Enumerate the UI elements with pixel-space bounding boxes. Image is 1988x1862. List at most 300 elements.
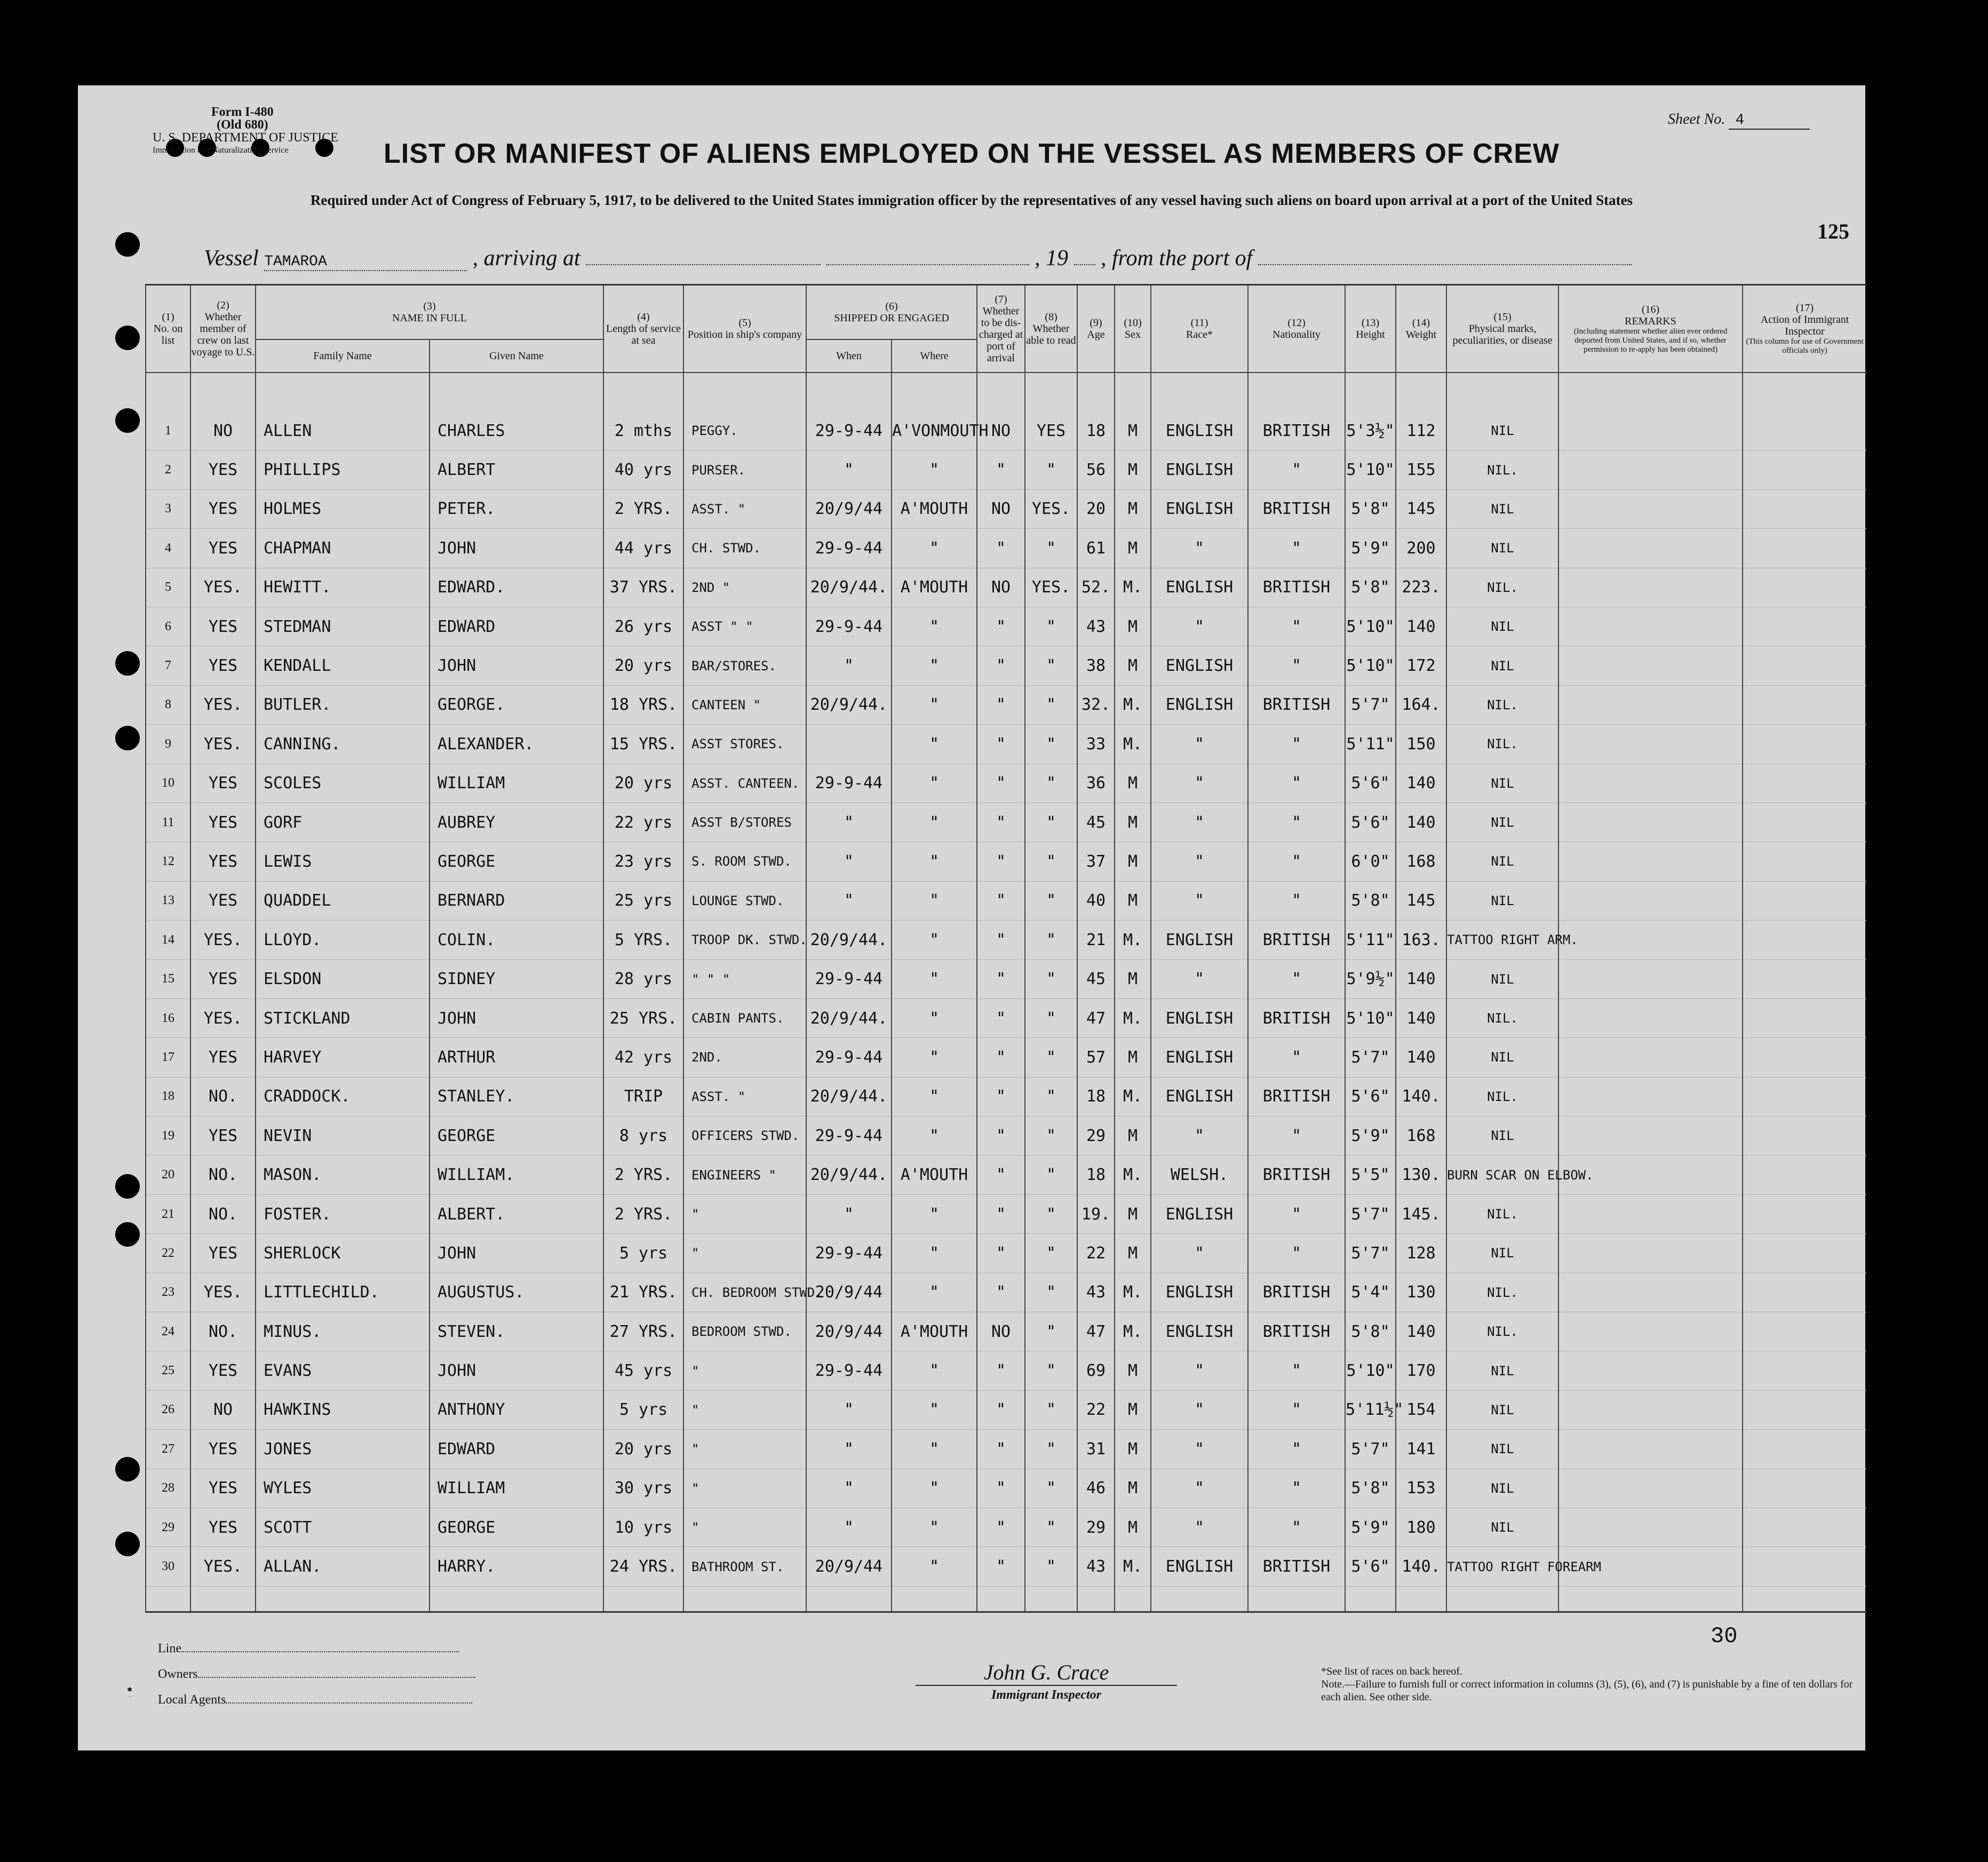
row-family-name: LEWIS: [256, 842, 430, 881]
crew-row: [146, 685, 1866, 724]
punch-hole: [115, 1222, 140, 1247]
row-sex: M: [1115, 842, 1151, 881]
col-remarks: (16) REMARKS (Including statement whether alien ever ordered deported from United States, and if so, whether permission to re-apply has been obtained): [1558, 285, 1743, 373]
row-discharged: ": [977, 803, 1025, 842]
row-height: 5'4": [1345, 1273, 1396, 1312]
row-sex: M: [1115, 764, 1151, 803]
crew-row: [146, 881, 1866, 920]
row-weight: 130: [1396, 1273, 1446, 1312]
row-where: ": [892, 921, 977, 960]
row-nationality: ": [1248, 842, 1345, 881]
col-action: (17) Action of Immigrant Inspector (This column for use of Government officials only): [1743, 285, 1866, 373]
row-action: [1743, 1038, 1866, 1077]
row-prev-voyage: YES.: [190, 1547, 256, 1586]
row-height: 5'9½": [1345, 960, 1396, 999]
row-physical-marks: NIL: [1446, 1351, 1558, 1390]
row-height: 5'5": [1345, 1155, 1396, 1194]
row-nationality: ": [1248, 1194, 1345, 1233]
row-race: ": [1151, 881, 1248, 920]
row-action: [1743, 1077, 1866, 1116]
row-family-name: HARVEY: [256, 1038, 430, 1077]
row-discharged: ": [977, 1469, 1025, 1508]
row-position: ASST. ": [683, 1077, 806, 1116]
owners-field: Owners: [158, 1661, 475, 1687]
row-number: 18: [146, 1077, 190, 1116]
row-physical-marks: TATTOO RIGHT ARM.: [1446, 921, 1558, 960]
row-family-name: STEDMAN: [256, 607, 430, 646]
row-height: 6'0": [1345, 842, 1396, 881]
row-weight: 140: [1396, 607, 1446, 646]
row-discharged: ": [977, 1194, 1025, 1233]
row-given-name: JOHN: [430, 529, 603, 568]
row-where: A'MOUTH: [892, 1312, 977, 1351]
row-discharged: ": [977, 1038, 1025, 1077]
row-prev-voyage: YES.: [190, 921, 256, 960]
row-where: ": [892, 1351, 977, 1390]
row-prev-voyage: NO.: [190, 1194, 256, 1233]
row-weight: 200: [1396, 529, 1446, 568]
crew-row: [146, 1077, 1866, 1116]
crew-row: [146, 921, 1866, 960]
row-remarks: [1558, 646, 1743, 685]
row-read: ": [1025, 1273, 1077, 1312]
row-number: 23: [146, 1273, 190, 1312]
row-family-name: GORF: [256, 803, 430, 842]
row-weight: 140: [1396, 764, 1446, 803]
col-where: Where: [892, 339, 977, 373]
row-prev-voyage: YES: [190, 881, 256, 920]
row-race: ENGLISH: [1151, 921, 1248, 960]
row-weight: 140: [1396, 999, 1446, 1037]
row-given-name: HARRY.: [430, 1547, 603, 1586]
crew-row: [146, 1038, 1866, 1077]
row-family-name: NEVIN: [256, 1116, 430, 1155]
row-discharged: ": [977, 1273, 1025, 1312]
punch-hole: [115, 408, 140, 433]
row-race: ": [1151, 1390, 1248, 1429]
row-where: ": [892, 1547, 977, 1586]
row-read: ": [1025, 1469, 1077, 1508]
row-height: 5'8": [1345, 881, 1396, 920]
row-read: ": [1025, 646, 1077, 685]
row-weight: 163.: [1396, 921, 1446, 960]
row-position: ": [683, 1194, 806, 1233]
row-read: ": [1025, 960, 1077, 999]
row-action: [1743, 1116, 1866, 1155]
row-number: 15: [146, 960, 190, 999]
row-family-name: WYLES: [256, 1469, 430, 1508]
row-where: ": [892, 1234, 977, 1273]
row-read: YES: [1025, 411, 1077, 450]
row-age: 22: [1077, 1390, 1115, 1429]
row-weight: 140.: [1396, 1077, 1446, 1116]
row-race: ENGLISH: [1151, 568, 1248, 607]
row-height: 5'6": [1345, 803, 1396, 842]
row-action: [1743, 1351, 1866, 1390]
row-discharged: ": [977, 1390, 1025, 1429]
row-read: ": [1025, 1116, 1077, 1155]
row-height: 5'9": [1345, 529, 1396, 568]
row-action: [1743, 921, 1866, 960]
row-age: 18: [1077, 1155, 1115, 1194]
row-physical-marks: NIL: [1446, 607, 1558, 646]
row-prev-voyage: YES: [190, 646, 256, 685]
row-given-name: CHARLES: [430, 411, 603, 450]
row-where: ": [892, 1116, 977, 1155]
row-weight: 140.: [1396, 1547, 1446, 1586]
crew-row: [146, 1547, 1866, 1586]
printer-mark: ✱ ·: [127, 1686, 133, 1700]
row-prev-voyage: NO: [190, 1390, 256, 1429]
row-weight: 153: [1396, 1469, 1446, 1508]
row-length-service: 15 YRS.: [603, 725, 683, 764]
row-position: ASST. CANTEEN.: [683, 764, 806, 803]
row-given-name: GEORGE: [430, 842, 603, 881]
col-discharged: (7) Whether to be dis-charged at port of arrival: [977, 285, 1025, 373]
col-race: (11) Race*: [1151, 285, 1248, 373]
row-age: 18: [1077, 411, 1115, 450]
row-race: ENGLISH: [1151, 489, 1248, 528]
row-when: ": [806, 803, 892, 842]
row-discharged: ": [977, 450, 1025, 489]
row-action: [1743, 803, 1866, 842]
row-number: 27: [146, 1430, 190, 1469]
row-discharged: ": [977, 764, 1025, 803]
row-physical-marks: NIL: [1446, 764, 1558, 803]
row-length-service: TRIP: [603, 1077, 683, 1116]
row-race: ": [1151, 1351, 1248, 1390]
row-position: CH. BEDROOM STWD.: [683, 1273, 806, 1312]
row-position: BATHROOM ST.: [683, 1547, 806, 1586]
row-height: 5'8": [1345, 1469, 1396, 1508]
row-height: 5'9": [1345, 1508, 1396, 1547]
row-nationality: BRITISH: [1248, 489, 1345, 528]
row-race: WELSH.: [1151, 1155, 1248, 1194]
row-nationality: ": [1248, 1234, 1345, 1273]
row-race: ENGLISH: [1151, 1312, 1248, 1351]
row-nationality: BRITISH: [1248, 1077, 1345, 1116]
row-position: ": [683, 1351, 806, 1390]
row-age: 45: [1077, 960, 1115, 999]
row-where: ": [892, 842, 977, 881]
row-read: ": [1025, 607, 1077, 646]
row-where: ": [892, 881, 977, 920]
row-when: 20/9/44.: [806, 685, 892, 724]
row-given-name: EDWARD: [430, 607, 603, 646]
row-length-service: 21 YRS.: [603, 1273, 683, 1312]
row-given-name: GEORGE.: [430, 685, 603, 724]
row-number: 21: [146, 1194, 190, 1233]
form-number: Form I-480: [211, 105, 274, 119]
row-length-service: 2 mths: [603, 411, 683, 450]
row-remarks: [1558, 999, 1743, 1037]
row-age: 32.: [1077, 685, 1115, 724]
row-sex: M.: [1115, 685, 1151, 724]
row-remarks: [1558, 960, 1743, 999]
row-where: ": [892, 646, 977, 685]
row-action: [1743, 1155, 1866, 1194]
row-position: ASST " ": [683, 607, 806, 646]
row-weight: 140: [1396, 960, 1446, 999]
row-weight: 180: [1396, 1508, 1446, 1547]
row-given-name: AUGUSTUS.: [430, 1273, 603, 1312]
row-position: ASST B/STORES: [683, 803, 806, 842]
row-remarks: [1558, 568, 1743, 607]
row-when: 29-9-44: [806, 1234, 892, 1273]
local-agents-field: Local Agents: [158, 1687, 475, 1713]
row-physical-marks: NIL: [1446, 803, 1558, 842]
crew-row: [146, 960, 1866, 999]
row-race: ": [1151, 1234, 1248, 1273]
row-given-name: WILLIAM: [430, 764, 603, 803]
row-nationality: ": [1248, 960, 1345, 999]
row-age: 52.: [1077, 568, 1115, 607]
row-family-name: EVANS: [256, 1351, 430, 1390]
row-number: 16: [146, 999, 190, 1037]
crew-row: [146, 1508, 1866, 1547]
row-length-service: 8 yrs: [603, 1116, 683, 1155]
row-read: ": [1025, 529, 1077, 568]
row-weight: 145.: [1396, 1194, 1446, 1233]
row-when: ": [806, 1194, 892, 1233]
row-physical-marks: NIL: [1446, 1508, 1558, 1547]
row-weight: 140: [1396, 1038, 1446, 1077]
row-given-name: GEORGE: [430, 1116, 603, 1155]
row-read: ": [1025, 999, 1077, 1037]
row-height: 5'7": [1345, 1234, 1396, 1273]
row-height: 5'10": [1345, 607, 1396, 646]
row-position: 2ND.: [683, 1038, 806, 1077]
row-read: ": [1025, 803, 1077, 842]
row-race: ": [1151, 725, 1248, 764]
row-number: 29: [146, 1508, 190, 1547]
row-number: 2: [146, 450, 190, 489]
row-height: 5'7": [1345, 1038, 1396, 1077]
row-where: ": [892, 1390, 977, 1429]
col-name-group: (3) NAME IN FULL: [256, 285, 603, 340]
row-remarks: [1558, 489, 1743, 528]
row-age: 22: [1077, 1234, 1115, 1273]
row-when: 20/9/44: [806, 1273, 892, 1312]
row-nationality: ": [1248, 803, 1345, 842]
row-given-name: ANTHONY: [430, 1390, 603, 1429]
row-height: 5'10": [1345, 450, 1396, 489]
row-prev-voyage: YES: [190, 1116, 256, 1155]
row-family-name: LITTLECHILD.: [256, 1273, 430, 1312]
row-action: [1743, 646, 1866, 685]
row-number: 26: [146, 1390, 190, 1429]
row-action: [1743, 1547, 1866, 1586]
row-nationality: BRITISH: [1248, 568, 1345, 607]
row-age: 29: [1077, 1116, 1115, 1155]
row-physical-marks: NIL.: [1446, 685, 1558, 724]
row-prev-voyage: YES: [190, 764, 256, 803]
row-weight: 140: [1396, 803, 1446, 842]
row-family-name: MINUS.: [256, 1312, 430, 1351]
row-race: ENGLISH: [1151, 411, 1248, 450]
row-number: 28: [146, 1469, 190, 1508]
row-nationality: ": [1248, 1390, 1345, 1429]
row-nationality: BRITISH: [1248, 411, 1345, 450]
row-read: ": [1025, 842, 1077, 881]
row-number: 1: [146, 411, 190, 450]
row-given-name: EDWARD.: [430, 568, 603, 607]
row-family-name: ALLEN: [256, 411, 430, 450]
row-length-service: 27 YRS.: [603, 1312, 683, 1351]
row-remarks: [1558, 411, 1743, 450]
row-action: [1743, 607, 1866, 646]
row-physical-marks: NIL: [1446, 489, 1558, 528]
table-bottom-row: [146, 1586, 1866, 1612]
row-length-service: 20 yrs: [603, 1430, 683, 1469]
col-weight: (14) Weight: [1396, 285, 1446, 373]
row-when: ": [806, 1469, 892, 1508]
row-remarks: [1558, 842, 1743, 881]
row-remarks: [1558, 1116, 1743, 1155]
row-read: ": [1025, 1312, 1077, 1351]
row-sex: M: [1115, 607, 1151, 646]
row-physical-marks: NIL.: [1446, 1312, 1558, 1351]
crew-row: [146, 568, 1866, 607]
row-position: PEGGY.: [683, 411, 806, 450]
row-sex: M: [1115, 1038, 1151, 1077]
row-physical-marks: TATTOO RIGHT FOREARM: [1446, 1547, 1558, 1586]
row-when: 20/9/44.: [806, 1077, 892, 1116]
row-where: A'VONMOUTH: [892, 411, 977, 450]
row-weight: 168: [1396, 842, 1446, 881]
row-sex: M.: [1115, 1273, 1151, 1312]
row-prev-voyage: NO.: [190, 1312, 256, 1351]
row-action: [1743, 411, 1866, 450]
row-age: 38: [1077, 646, 1115, 685]
crew-row: [146, 1469, 1866, 1508]
row-height: 5'8": [1345, 489, 1396, 528]
row-position: " " ": [683, 960, 806, 999]
row-prev-voyage: YES: [190, 803, 256, 842]
row-when: 20/9/44.: [806, 1155, 892, 1194]
row-when: [806, 725, 892, 764]
row-physical-marks: NIL: [1446, 1234, 1558, 1273]
row-length-service: 42 yrs: [603, 1038, 683, 1077]
row-where: ": [892, 960, 977, 999]
arriving-date-blank: [826, 264, 1029, 265]
row-race: ": [1151, 764, 1248, 803]
row-read: ": [1025, 921, 1077, 960]
row-sex: M: [1115, 1508, 1151, 1547]
row-position: ": [683, 1430, 806, 1469]
row-position: ASST. ": [683, 489, 806, 528]
row-height: 5'11": [1345, 725, 1396, 764]
col-read: (8) Whether able to read: [1025, 285, 1077, 373]
crew-row: [146, 411, 1866, 450]
row-length-service: 44 yrs: [603, 529, 683, 568]
row-prev-voyage: YES: [190, 960, 256, 999]
row-age: 20: [1077, 489, 1115, 528]
row-when: 29-9-44: [806, 607, 892, 646]
row-nationality: ": [1248, 764, 1345, 803]
row-given-name: JOHN: [430, 999, 603, 1037]
row-number: 3: [146, 489, 190, 528]
row-discharged: ": [977, 1430, 1025, 1469]
row-race: ENGLISH: [1151, 450, 1248, 489]
row-where: ": [892, 1273, 977, 1312]
row-where: ": [892, 1077, 977, 1116]
row-number: 30: [146, 1547, 190, 1586]
row-number: 17: [146, 1038, 190, 1077]
row-nationality: ": [1248, 646, 1345, 685]
row-family-name: SHERLOCK: [256, 1234, 430, 1273]
crew-row: [146, 1390, 1866, 1429]
row-position: ": [683, 1469, 806, 1508]
row-age: 37: [1077, 842, 1115, 881]
penalty-note: Note.—Failure to furnish full or correct information in columns (3), (5), (6), and (7) is punishable by a fine of ten dollars for each alien. See other side.: [1321, 1678, 1853, 1703]
row-remarks: [1558, 725, 1743, 764]
row-physical-marks: NIL: [1446, 646, 1558, 685]
row-nationality: BRITISH: [1248, 685, 1345, 724]
row-physical-marks: NIL: [1446, 960, 1558, 999]
row-nationality: ": [1248, 1430, 1345, 1469]
row-number: 7: [146, 646, 190, 685]
row-physical-marks: NIL.: [1446, 1194, 1558, 1233]
row-where: ": [892, 1469, 977, 1508]
row-action: [1743, 999, 1866, 1037]
row-position: CANTEEN ": [683, 685, 806, 724]
races-note: *See list of races on back hereof.: [1321, 1666, 1462, 1677]
row-when: 29-9-44: [806, 529, 892, 568]
row-nationality: ": [1248, 1508, 1345, 1547]
row-action: [1743, 685, 1866, 724]
row-age: 33: [1077, 725, 1115, 764]
row-sex: M.: [1115, 725, 1151, 764]
row-position: OFFICERS STWD.: [683, 1116, 806, 1155]
vessel-name: TAMAROA: [264, 253, 467, 271]
row-discharged: NO: [977, 1312, 1025, 1351]
row-position: ": [683, 1234, 806, 1273]
col-length-service: (4) Length of service at sea: [603, 285, 683, 373]
row-read: ": [1025, 1077, 1077, 1116]
row-given-name: BERNARD: [430, 881, 603, 920]
row-given-name: COLIN.: [430, 921, 603, 960]
row-action: [1743, 1234, 1866, 1273]
row-weight: 150: [1396, 725, 1446, 764]
row-prev-voyage: YES.: [190, 1273, 256, 1312]
row-remarks: [1558, 1234, 1743, 1273]
row-number: 22: [146, 1234, 190, 1273]
punch-hole: [115, 651, 140, 676]
manifest-sheet: [78, 85, 1865, 1750]
row-position: TROOP DK. STWD.: [683, 921, 806, 960]
row-family-name: SCOLES: [256, 764, 430, 803]
row-race: ENGLISH: [1151, 1038, 1248, 1077]
row-number: 11: [146, 803, 190, 842]
punch-hole: [115, 726, 140, 750]
row-given-name: SIDNEY: [430, 960, 603, 999]
row-family-name: STICKLAND: [256, 999, 430, 1037]
col-prev-voyage: (2) Whether member of crew on last voyage to U.S.: [190, 285, 256, 373]
row-position: PURSER.: [683, 450, 806, 489]
row-sex: M: [1115, 1469, 1151, 1508]
row-action: [1743, 1430, 1866, 1469]
row-nationality: ": [1248, 1351, 1345, 1390]
blank-row: [146, 373, 1866, 411]
row-family-name: QUADDEL: [256, 881, 430, 920]
row-action: [1743, 725, 1866, 764]
row-number: 5: [146, 568, 190, 607]
row-sex: M: [1115, 1234, 1151, 1273]
row-action: [1743, 1273, 1866, 1312]
row-position: LOUNGE STWD.: [683, 881, 806, 920]
row-nationality: ": [1248, 607, 1345, 646]
